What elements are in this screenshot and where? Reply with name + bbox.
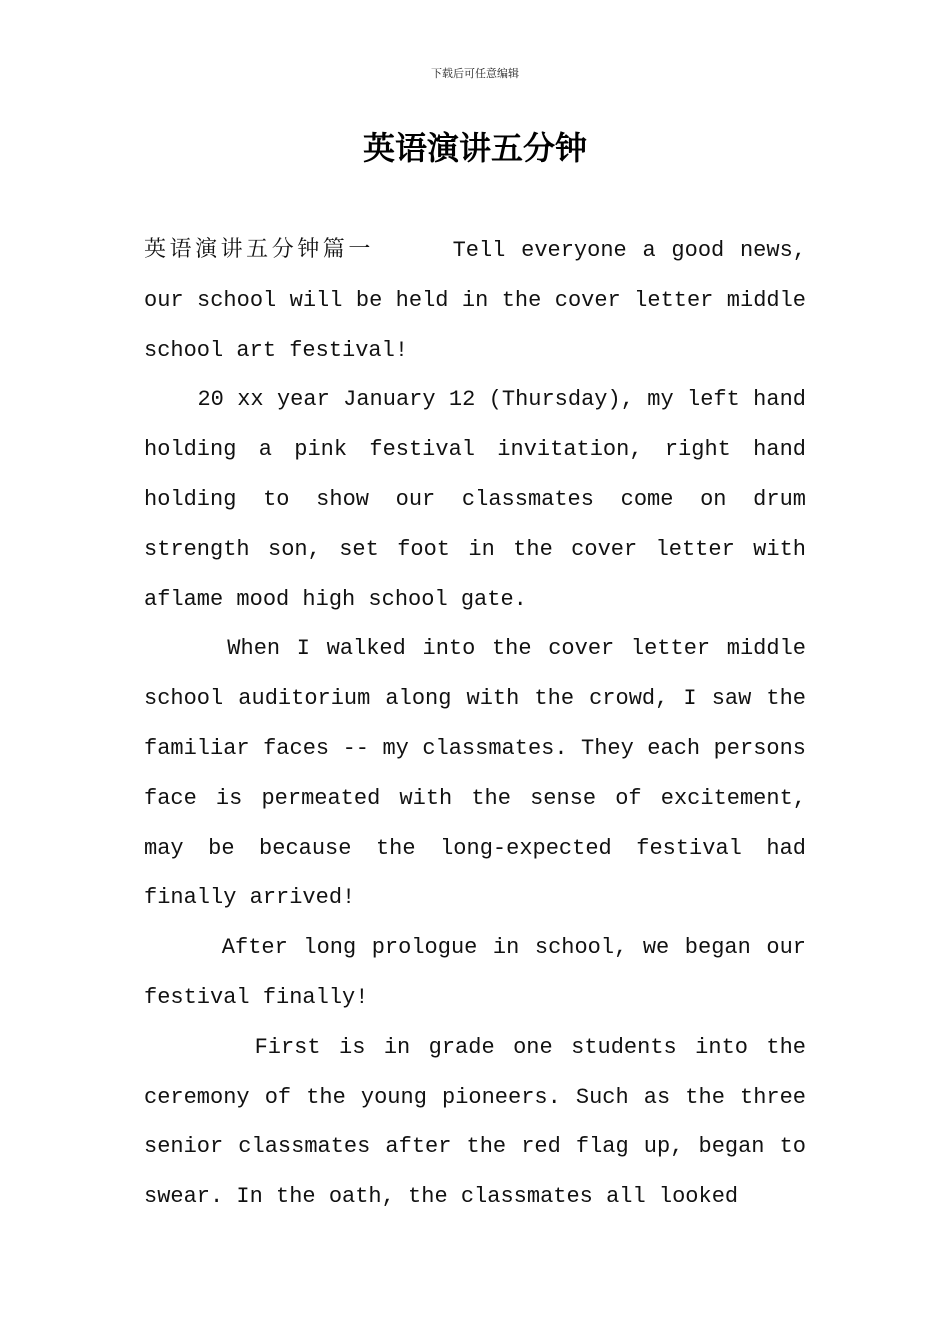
paragraph-3-text: When I walked into the cover letter middle school auditorium along with the crowd, I saw the familiar faces -- my classmates. They each persons face is permeated with the sense of excitement, may be because the long-expected festival had finally arrived! <box>144 636 820 911</box>
paragraph-2 <box>144 375 820 624</box>
paragraph-4 <box>144 923 820 1023</box>
page-title: 英语演讲五分钟 <box>362 129 587 167</box>
paragraph-2-text: 20 xx year January 12 (Thursday), my left hand holding a pink festival invitation, right hand holding to show our classmates come on drum strength son, set foot in the cover letter with aflame mood high school gate. <box>144 387 820 612</box>
paragraph-5 <box>144 1023 820 1222</box>
document-body <box>144 225 820 1222</box>
paragraph-3 <box>144 624 820 923</box>
paragraph-1-text: Tell everyone a good news, our school will be held in the cover letter middle school art festival! <box>144 238 820 363</box>
header-note: 下载后可任意编辑 <box>431 67 519 80</box>
paragraph-4-text: After long prologue in school, we began our festival finally! <box>144 935 820 1010</box>
paragraph-1 <box>144 225 820 375</box>
section-heading: 英语演讲五分钟篇一 <box>144 237 374 262</box>
paragraph-5-text: First is in grade one students into the ceremony of the young pioneers. Such as the three senior classmates after the red flag up, began to swear. In the oath, the classmates all looked <box>144 1034 820 1210</box>
